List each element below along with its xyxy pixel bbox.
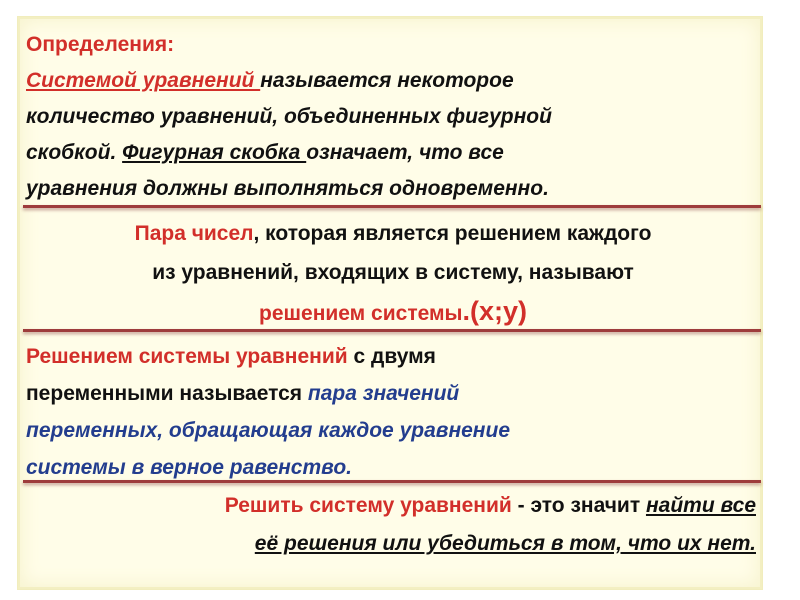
- solve-line-1-text: - это значит: [511, 494, 646, 517]
- definition-line-2: количество уравнений, объединенных фигурной: [26, 105, 552, 128]
- term-pair-of-numbers: Пара чисел: [134, 222, 254, 245]
- section-divider-2: [23, 329, 761, 332]
- pair-line-2: из уравнений, входящих в систему, называют: [152, 261, 634, 284]
- pair-line-1-text: , которая является решением каждого: [253, 222, 652, 245]
- solution-line-2: [26, 375, 510, 412]
- section-divider-1: [23, 205, 761, 208]
- definition-line-3: [26, 135, 552, 171]
- pair-line-1: [30, 214, 756, 253]
- definition-line-4: уравнения должны выполняться одновременно.: [26, 177, 549, 200]
- pair-line-3: [30, 292, 756, 333]
- definition-system-block: [26, 27, 552, 207]
- definition-solve-block: [40, 487, 756, 563]
- term-pair-of-values: пара значений: [307, 382, 460, 405]
- solve-line-2: её решения или убедиться в том, что их нет.: [254, 532, 756, 555]
- definition-pair-block: [30, 214, 756, 333]
- section-divider-3: [23, 480, 761, 483]
- definition-line-1: [26, 63, 552, 99]
- term-curly-brace: Фигурная скобка: [122, 141, 307, 164]
- solution-notation: .(х;у): [462, 296, 527, 326]
- solution-line-1: [26, 338, 510, 375]
- definition-line-3-prefix: скобкой.: [26, 141, 123, 164]
- definition-line-1-text: называется некоторое: [260, 69, 514, 92]
- term-system-of-equations: Системой уравнений: [26, 69, 261, 92]
- solution-line-3: переменных, обращающая каждое уравнение: [26, 419, 510, 442]
- term-solution-of-system-of-equations: Решением системы уравнений: [26, 345, 348, 368]
- solve-line-1: [40, 487, 756, 525]
- definitions-heading: Определения:: [26, 33, 175, 56]
- term-find-all: найти все: [645, 494, 756, 517]
- term-solution-of-system: решением системы: [259, 302, 463, 325]
- term-solve-system: Решить систему уравнений: [224, 494, 512, 517]
- solution-line-4: системы в верное равенство.: [26, 456, 352, 479]
- definition-solution-block: [26, 338, 510, 486]
- solution-line-1-text: с двумя: [347, 345, 436, 368]
- solution-line-2-text: переменными называется: [26, 382, 308, 405]
- definition-line-3-text: означает, что все: [306, 141, 504, 164]
